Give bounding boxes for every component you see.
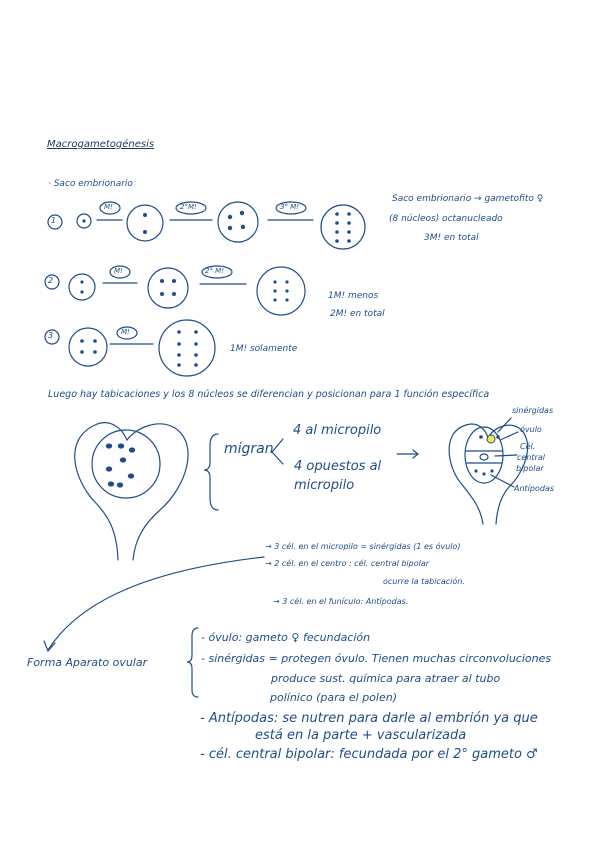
migran-split xyxy=(272,439,283,464)
note-row1-line1: Saco embrionario → gametofito ♀ xyxy=(392,194,544,204)
embryo-sac-left xyxy=(92,430,160,498)
note-row2-line2: 2M! en total xyxy=(330,309,385,319)
forma-label: Forma Aparato ovular xyxy=(27,656,148,669)
section-heading: · Saco embrionario xyxy=(48,179,133,189)
row3-cell-2 xyxy=(159,320,215,376)
brace-migran xyxy=(204,434,218,510)
note-row3: 1M! solamente xyxy=(230,344,298,354)
row2-number: 2 xyxy=(48,276,54,285)
bracket-item-4: - cél. central bipolar: fecundada por el 2° gameto ♂ xyxy=(200,747,538,762)
bracket-item-3b: está en la parte + vascularizada xyxy=(255,728,467,743)
row1-label-1: M! xyxy=(104,203,113,211)
brace-aparato xyxy=(187,628,198,697)
label-ovulo: óvulo xyxy=(520,425,542,434)
note-row1-line3: 3M! en total xyxy=(424,233,479,243)
micropilo-bottom-1: 4 opuestos al xyxy=(294,459,382,474)
micropilo-bottom-2: micropilo xyxy=(294,478,355,493)
bracket-item-2b: produce sust. química para atraer al tubo xyxy=(271,672,501,685)
page-title: Macrogametogénesis xyxy=(47,139,155,150)
row2-label-1: M! xyxy=(114,267,123,275)
label-cel: Cél. xyxy=(520,442,536,451)
row1-label-3: 3° M! xyxy=(280,203,300,211)
bracket-item-3: - Antípodas: se nutren para darle al embrión ya que xyxy=(200,711,538,726)
micropilo-top: 4 al micropilo xyxy=(293,423,382,438)
label-bipolar: bipolar xyxy=(516,464,544,473)
arrow-item-2: → 2 cél. en el centro : cél. central bipolar xyxy=(265,559,430,568)
row1-cell-4 xyxy=(321,205,365,249)
note-row1-line2: (8 núcleos) octanucleado xyxy=(389,214,503,224)
row2-cell-1 xyxy=(69,274,95,300)
row1-cell-3 xyxy=(218,202,258,242)
row1-number: 1 xyxy=(51,216,57,225)
row1-cell-2 xyxy=(127,205,163,241)
row2-label-2: 2° M! xyxy=(205,267,225,275)
label-antipodas: Antípodas xyxy=(514,484,555,493)
row3-label-1: M! xyxy=(121,328,130,336)
bracket-item-2c: polínico (para el polen) xyxy=(270,691,398,704)
row1-label-2: 2°M! xyxy=(180,203,197,211)
ovule-left-outline xyxy=(75,423,188,560)
arrow-item-3: → 3 cél. en el funículo: Antípodas. xyxy=(273,597,409,606)
bracket-item-1: - óvulo: gameto ♀ fecundación xyxy=(201,631,371,644)
row3-number: 3 xyxy=(48,331,54,340)
label-central: central xyxy=(517,453,545,462)
row2-cell-2 xyxy=(148,268,188,308)
summary-line: Luego hay tabicaciones y los 8 núcleos se diferencian y posicionan para 1 función específica xyxy=(48,389,490,400)
migran-label: migran xyxy=(224,441,274,457)
label-sinergidas: sinérgidas xyxy=(512,406,554,415)
arrow-item-2b: ocurre la tabicación. xyxy=(383,577,465,586)
note-row2-line1: 1M! menos xyxy=(328,291,379,301)
row2-cell-3 xyxy=(257,267,305,315)
bracket-item-2: - sinérgidas = protegen óvulo. Tienen muchas circonvoluciones xyxy=(201,652,552,665)
row3-cell-1 xyxy=(69,328,107,366)
arrow-item-1: → 3 cél. en el micropilo = sinérgidas (1 es óvulo) xyxy=(265,542,461,551)
